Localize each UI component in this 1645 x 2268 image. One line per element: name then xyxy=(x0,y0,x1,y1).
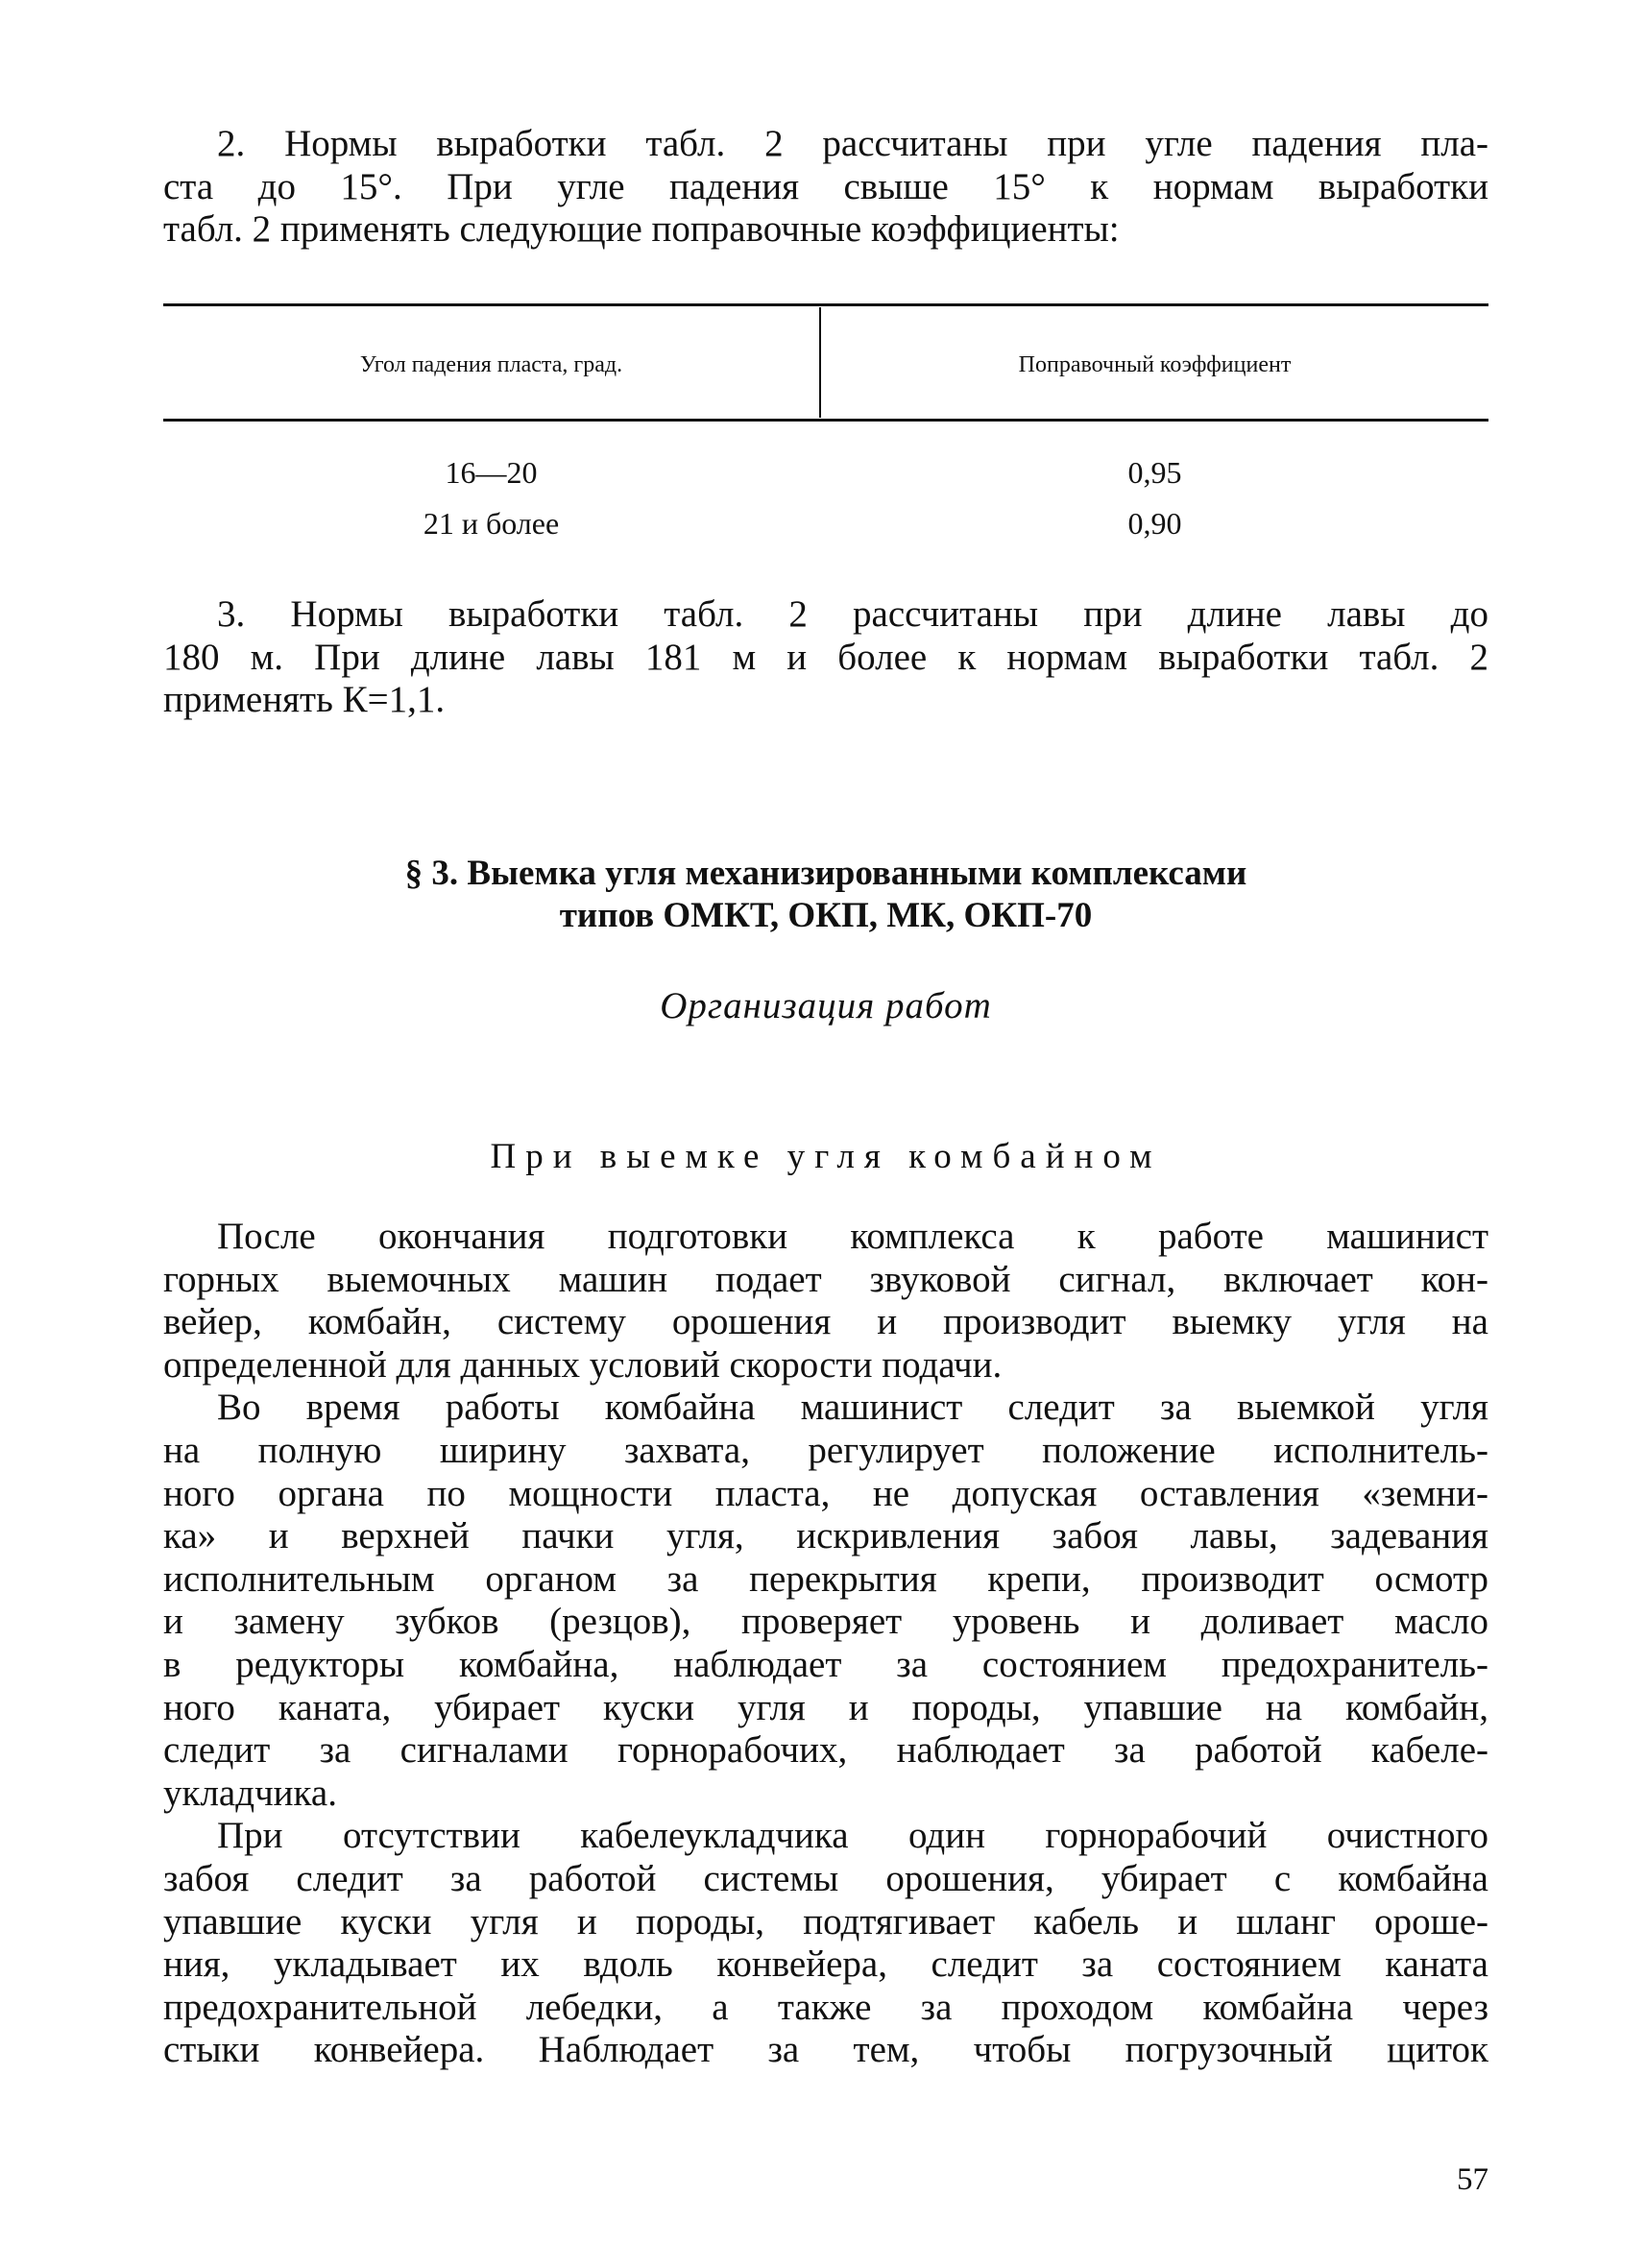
note-2 xyxy=(163,123,1488,252)
text-line: применять К=1,1. xyxy=(163,679,446,721)
note-3 xyxy=(163,593,1488,722)
subtitle: Организация работ xyxy=(660,985,992,1026)
text-line: и замену зубков (резцов), проверяет уровень и доливает масло xyxy=(163,1601,1488,1643)
table-cell: 16—20 xyxy=(445,455,538,490)
text-line: в редукторы комбайна, наблюдает за состоянием предохранитель- xyxy=(163,1643,1488,1685)
text-line: При отсутствии кабелеукладчика один горнорабочий очистного xyxy=(217,1815,1488,1857)
text-line: стыки конвейера. Наблюдает за тем, чтобы погрузочный щиток xyxy=(163,2029,1488,2071)
text-line: Во время работы комбайна машинист следит за выемкой угля xyxy=(217,1387,1488,1429)
body-text xyxy=(163,1216,1488,2072)
section-title-line: типов ОМКТ, ОКП, МК, ОКП-70 xyxy=(559,896,1093,935)
header-angle: Угол падения пласта, град. xyxy=(359,352,623,377)
text-line: на полную ширину захвата, регулирует положение исполнитель- xyxy=(163,1429,1488,1471)
text-line: 3. Нормы выработки табл. 2 рассчитаны при длине лавы до xyxy=(217,593,1488,635)
text-line: табл. 2 применять следующие поправочные коэффициенты: xyxy=(163,208,1120,251)
text-line: предохранительной лебедки, а также за проходом комбайна через xyxy=(163,1986,1488,2028)
text-line: ного органа по мощности пласта, не допуская оставления «земни- xyxy=(163,1472,1488,1514)
text-line: 180 м. При длине лавы 181 м и более к нормам выработки табл. 2 xyxy=(163,636,1488,678)
table-cell: 0,90 xyxy=(1127,506,1182,541)
text-line: забоя следит за работой системы орошения, убирает с комбайна xyxy=(163,1857,1488,1899)
section-title xyxy=(163,853,1488,937)
text-line: укладчика. xyxy=(163,1772,337,1814)
table-cell: 21 и более xyxy=(423,506,560,541)
table-top-rule xyxy=(163,303,1488,306)
text-line: ста до 15°. При угле падения свыше 15° к нормам выработки xyxy=(163,165,1488,207)
table-header-rule xyxy=(163,419,1488,422)
text-line: следит за сигналами горнорабочих, наблюдает за работой кабеле- xyxy=(163,1729,1488,1772)
table-cell: 0,95 xyxy=(1127,455,1182,490)
text-line: определенной для данных условий скорости подачи. xyxy=(163,1343,1003,1386)
text-line: После окончания подготовки комплекса к работе машинист xyxy=(217,1216,1488,1257)
text-line: ния, укладывает их вдоль конвейера, следит за состоянием каната xyxy=(163,1943,1488,1986)
text-line: горных выемочных машин подает звуковой сигнал, включает кон- xyxy=(163,1258,1488,1300)
text-line: вейер, комбайн, систему орошения и производит выемку угля на xyxy=(163,1301,1488,1343)
text-line: упавшие куски угля и породы, подтягивает кабель и шланг ороше- xyxy=(163,1900,1488,1942)
header-coefficient: Поправочный коэффициент xyxy=(1018,352,1292,377)
text-line: 2. Нормы выработки табл. 2 рассчитаны при угле падения пла- xyxy=(217,123,1488,164)
page-number: 57 xyxy=(1457,2162,1488,2197)
text-line: исполнительным органом за перекрытия крепи, производит осмотр xyxy=(163,1557,1488,1600)
subheading: При выемке угля комбайном xyxy=(490,1137,1162,1176)
text-line: ка» и верхней пачки угля, искривления забоя лавы, задевания xyxy=(163,1515,1488,1557)
section-title-line: § 3. Выемка угля механизированными комплексами xyxy=(404,854,1247,893)
text-line: ного каната, убирает куски угля и породы, упавшие на комбайн, xyxy=(163,1686,1488,1728)
